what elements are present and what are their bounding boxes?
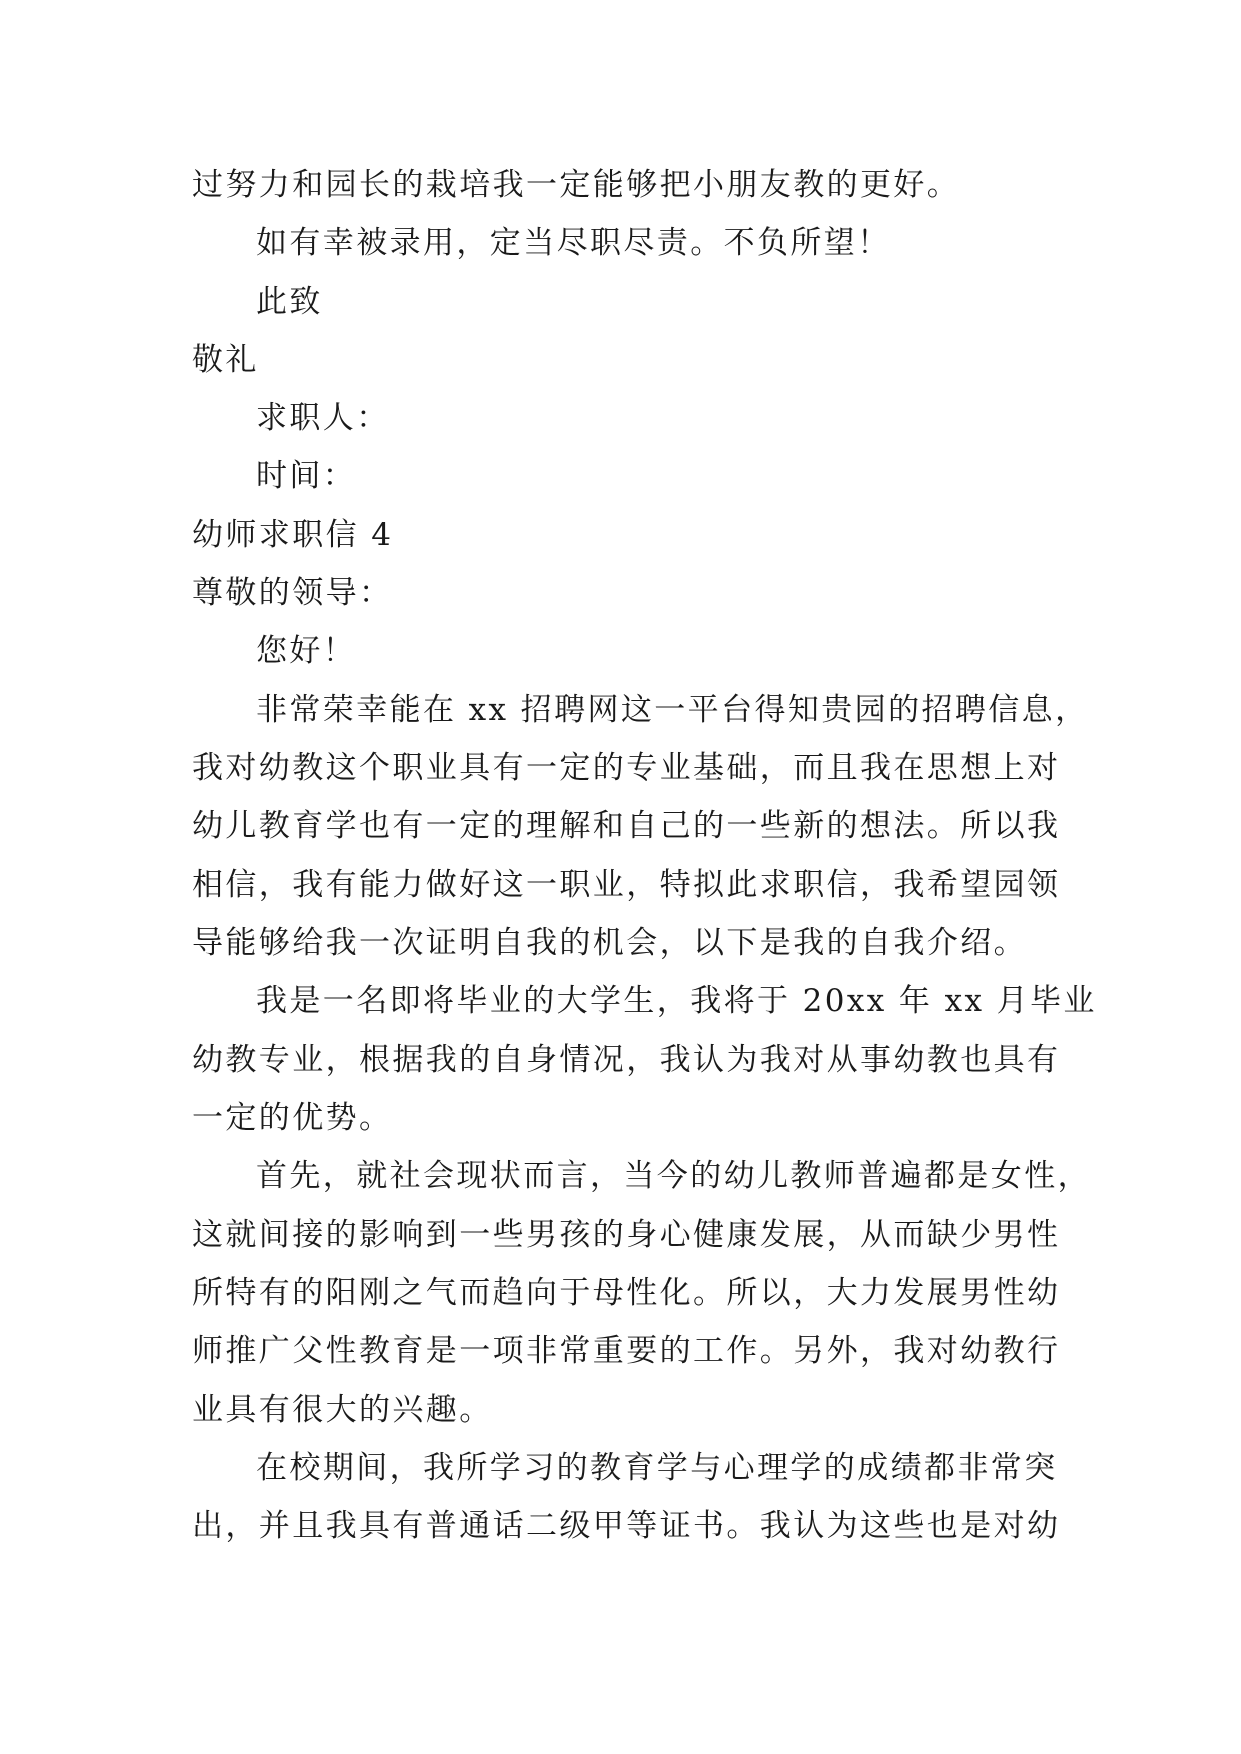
salutation: 尊敬的领导： xyxy=(192,575,393,611)
text-line: 过努力和园长的栽培我一定能够把小朋友教的更好。 xyxy=(192,167,961,203)
text-line: 一定的优势。 xyxy=(192,1100,393,1136)
text-line: 师推广父性教育是一项非常重要的工作。另外，我对幼教行 xyxy=(192,1333,1061,1369)
text-line: 出，并且我具有普通话二级甲等证书。我认为这些也是对幼 xyxy=(192,1508,1061,1544)
text-line: 导能够给我一次证明自我的机会，以下是我的自我介绍。 xyxy=(192,925,1027,961)
text-line: 非常荣幸能在 xx 招聘网这一平台得知贵园的招聘信息， xyxy=(256,692,1089,728)
text-line: 我对幼教这个职业具有一定的专业基础，而且我在思想上对 xyxy=(192,750,1061,786)
text-line: 业具有很大的兴趣。 xyxy=(192,1392,493,1428)
text-line: 相信，我有能力做好这一职业，特拟此求职信，我希望园领 xyxy=(192,867,1061,903)
text-line: 我是一名即将毕业的大学生，我将于 20xx 年 xx 月毕业 xyxy=(256,983,1097,1019)
text-line: 幼儿教育学也有一定的理解和自己的一些新的想法。所以我 xyxy=(192,808,1061,844)
text-line: 如有幸被录用，定当尽职尽责。不负所望！ xyxy=(256,225,891,261)
text-line: 所特有的阳刚之气而趋向于母性化。所以，大力发展男性幼 xyxy=(192,1275,1061,1311)
text-line: 敬礼 xyxy=(192,342,259,378)
greeting: 您好！ xyxy=(256,633,357,669)
section-heading: 幼师求职信 4 xyxy=(192,517,394,553)
text-line: 时间： xyxy=(256,458,357,494)
text-line: 这就间接的影响到一些男孩的身心健康发展，从而缺少男性 xyxy=(192,1217,1061,1253)
text-line: 幼教专业，根据我的自身情况，我认为我对从事幼教也具有 xyxy=(192,1042,1061,1078)
text-line: 此致 xyxy=(256,284,323,320)
text-line: 首先，就社会现状而言，当今的幼儿教师普遍都是女性， xyxy=(256,1158,1091,1194)
text-line: 求职人： xyxy=(256,400,390,436)
text-line: 在校期间，我所学习的教育学与心理学的成绩都非常突 xyxy=(256,1450,1058,1486)
